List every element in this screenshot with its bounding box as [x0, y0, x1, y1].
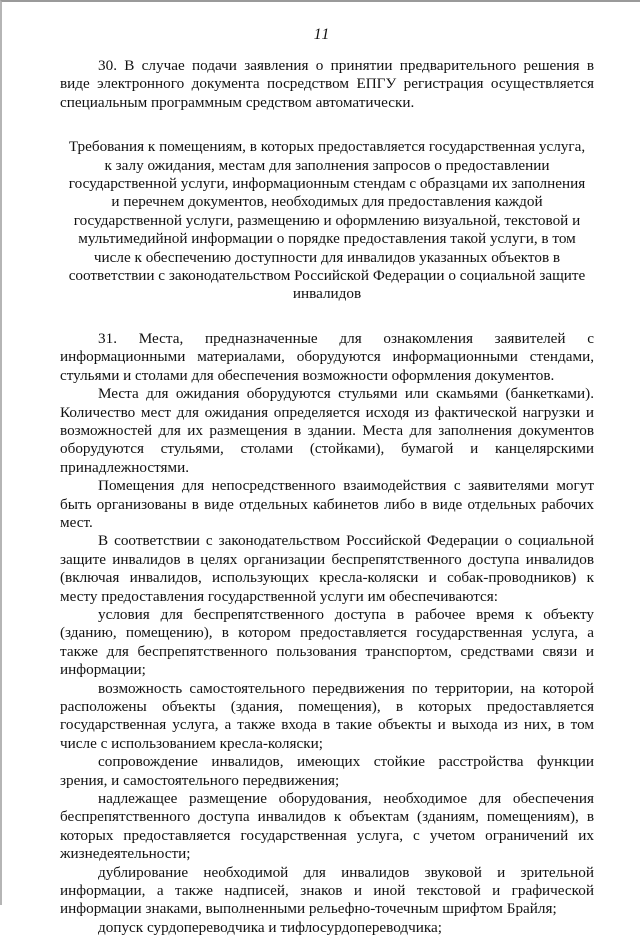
list-item-escort: сопровождение инвалидов, имеющих стойкие расстройства функции зрения, и самостоятельного передвижения; — [60, 753, 594, 789]
list-item-sign-interpreter: допуск сурдопереводчика и тифлосурдопереводчика; — [98, 918, 442, 936]
document-body — [60, 57, 594, 937]
paragraph-interaction-rooms: Помещения для непосредственного взаимодействия с заявителями могут быть организованы в виде отдельных кабинетов либо в виде отдельных рабочих мест. — [60, 477, 594, 531]
list-item-information-duplication: дублирование необходимой для инвалидов звуковой и зрительной информации, а также надписей, знаков и иной текстовой и графической информации знаками, выполненными рельефно-точечным шрифтом Брайля; — [60, 863, 594, 918]
list-item-independent-movement: возможность самостоятельного передвижения по территории, на которой расположены объекты (здания, помещения), в которых предоставляется государственная услуга, а также входа в такие объекты и выхода из них, в том числе с использованием кресла-коляски; — [60, 679, 594, 752]
paragraph-30: 30. В случае подачи заявления о принятии предварительного решения в виде электронного документа посредством ЕПГУ регистрация осуществляется специальным программным средством автоматически. — [60, 57, 594, 111]
paragraph-disability-law: В соответствии с законодательством Российской Федерации о социальной защите инвалидов в целях организации беспрепятственного доступа инвалидов (включая инвалидов, использующих кресла-коляски и собак-проводников) к месту предоставления государственной услуги им обеспечиваются: — [60, 532, 594, 605]
list-item-equipment-placement: надлежащее размещение оборудования, необходимое для обеспечения беспрепятственного доступа инвалидов к объектам (зданиям, помещениям), в которых предоставляется государственная услуга, с учетом ограничений их жизнедеятельности; — [60, 790, 594, 863]
page-number: 11 — [313, 26, 331, 43]
paragraph-31: 31. Места, предназначенные для ознакомления заявителей с информационными материалами, оборудуются информационными стендами, стульями и столами для обеспечения возможности оформления документов. — [60, 329, 594, 384]
paragraph-waiting-places: Места для ожидания оборудуются стульями или скамьями (банкетками). Количество мест для ожидания определяется исходя из фактической нагрузки и возможностей для их размещения в здании. Места для заполнения документов оборудуются стульями, столами (стойками), бумагой и канцелярскими принадлежностями. — [60, 385, 594, 476]
list-item-access-conditions: условия для беспрепятственного доступа в рабочее время к объекту (зданию, помещению), в котором предоставляется государственная услуга, а также для беспрепятственного пользования транспортом, средствами связи и информации; — [60, 605, 594, 679]
section-heading: Требования к помещениям, в которых предоставляется государственная услуга, к залу ожидания, местам для заполнения запросов о предоставлении государственной услуги, информационным стендам с образцами их заполнения и перечнем документов, необходимых для предоставления каждой государственной услуги, размещению и оформлению визуальной, текстовой и мультимедийной информации о порядке предоставления такой услуги, в том числе к обеспечению доступности для инвалидов указанных объектов в соответствии с законодательством Российской Федерации о социальной защите инвалидов — [68, 138, 586, 303]
